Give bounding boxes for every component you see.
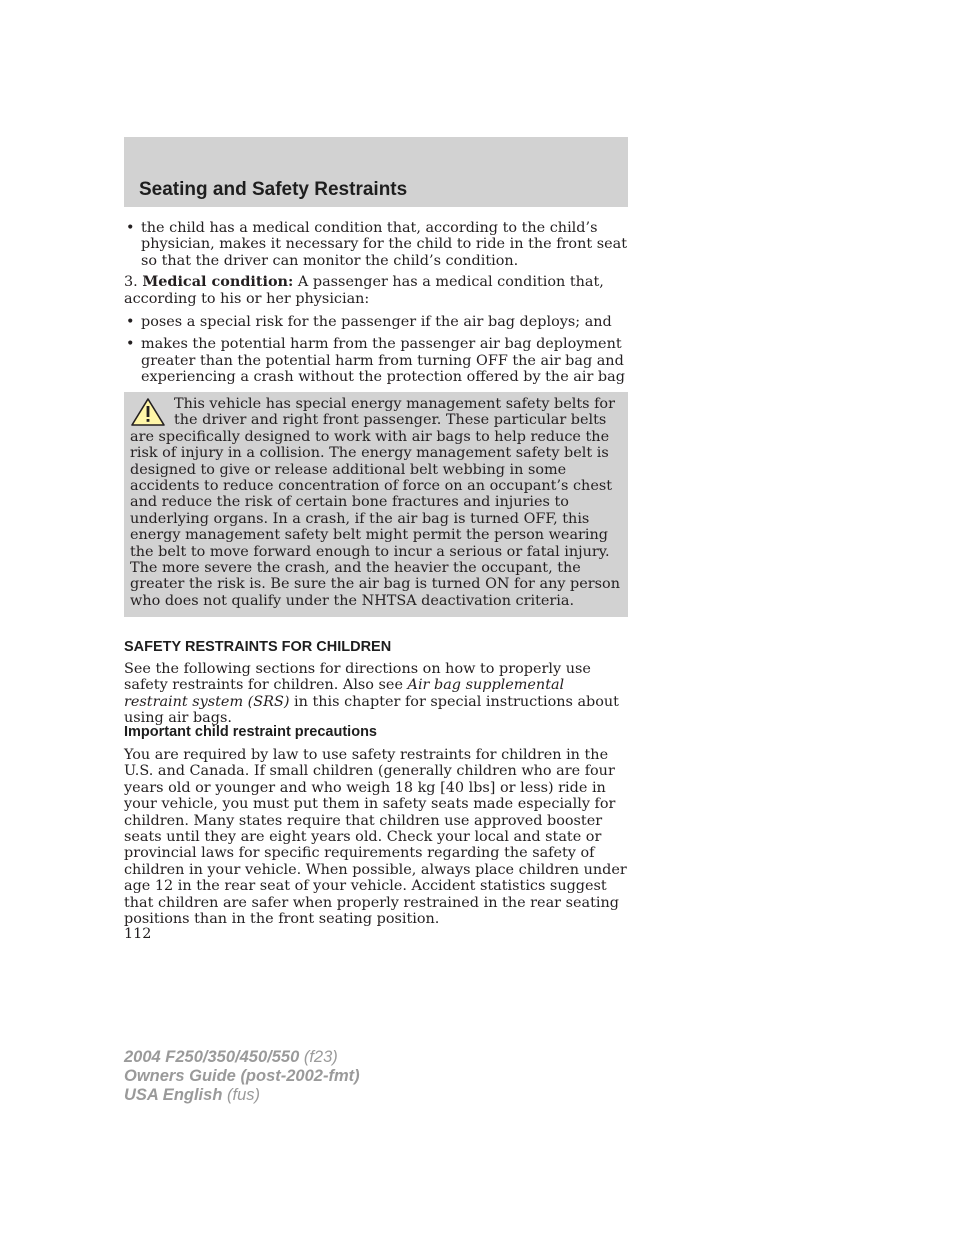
- footer-line-1: [124, 1048, 360, 1067]
- paragraph-text: in this chapter for special instructions about using air bags.: [124, 693, 619, 727]
- cross-reference: Air bag supplemental restraint system (SRS): [124, 677, 565, 710]
- bullet-glyph: •: [126, 220, 135, 236]
- list-item: [124, 336, 628, 385]
- bullet-glyph: •: [126, 314, 135, 331]
- footer-line-2: Owners Guide (post-2002-fmt): [124, 1067, 360, 1085]
- page-number: 112: [124, 926, 152, 942]
- list-item: [124, 220, 628, 269]
- footer-line-3: [124, 1086, 360, 1105]
- item-text: A passenger has a medical condition that, according to his or her physician:: [124, 274, 604, 307]
- section-heading-children: SAFETY RESTRAINTS FOR CHILDREN: [124, 639, 392, 655]
- footer-lang-code: (fus): [222, 1086, 260, 1104]
- warning-triangle-icon: [130, 397, 166, 427]
- item-bold-label: Medical condition:: [142, 273, 294, 291]
- content-top: [124, 220, 628, 386]
- footer-code: (f23): [299, 1048, 338, 1066]
- numbered-item: [124, 274, 628, 307]
- footer-language: USA English: [124, 1086, 223, 1104]
- warning-box: [124, 392, 628, 617]
- list-item: [124, 314, 628, 330]
- paragraph-text: See the following sections for directions on how to properly use safety restraints for children. Also see: [124, 661, 591, 694]
- bullet-text: the child has a medical condition that, according to the child’s physician, makes it necessary for the child to ride in the front seat so that the driver can monitor the child’s condition.: [141, 220, 627, 269]
- bullet-text: makes the potential harm from the passenger air bag deployment greater than the potential harm from turning OFF the air bag and experiencing a crash without the protection offered by the air bag: [141, 336, 625, 386]
- section-heading-precautions: Important child restraint precautions: [124, 724, 377, 740]
- precautions-paragraph: You are required by law to use safety restraints for children in the U.S. and Canada. If small children (generally children who are four years old or younger and who weigh 18 kg [40 lbs] or less) ride in your vehicle, you must put them in safety seats made especially for children. Many states require that children use approved booster seats until they are eight years old. Check your local and state or provincial laws for specific requirements regarding the safety of children in your vehicle. When possible, always place children under age 12 in the rear seat of your vehicle. Accident statistics suggest that children are safer when properly restrained in the rear seating positions than in the front seating position.: [124, 747, 627, 928]
- footer-model: 2004 F250/350/450/550: [124, 1048, 300, 1066]
- warning-text: [130, 396, 620, 609]
- page-title: Seating and Safety Restraints: [139, 179, 408, 200]
- item-number: 3.: [124, 274, 138, 291]
- bullet-text: poses a special risk for the passenger if the air bag deploys; and: [141, 314, 612, 331]
- footer: [124, 1048, 360, 1105]
- bullet-glyph: •: [126, 336, 135, 353]
- children-paragraph: [124, 661, 628, 727]
- warning-body: This vehicle has special energy management safety belts for the driver and right front passenger. These particular belts are specifically designed to work with air bags to help reduce the risk of injury in a collision. The energy management safety belt is designed to give or release additional belt webbing in some accidents to reduce concentration of force on an occupant’s chest and reduce the risk of certain bone fractures and injuries to underlying organs. In a crash, if the air bag is turned OFF, this energy management safety belt might permit the person wearing the belt to move forward enough to incur a serious or fatal injury. The more severe the crash, and the heavier the occupant, the greater the risk is. Be sure the air bag is turned ON for any person who does not qualify under the NHTSA deactivation criteria.: [130, 396, 620, 609]
